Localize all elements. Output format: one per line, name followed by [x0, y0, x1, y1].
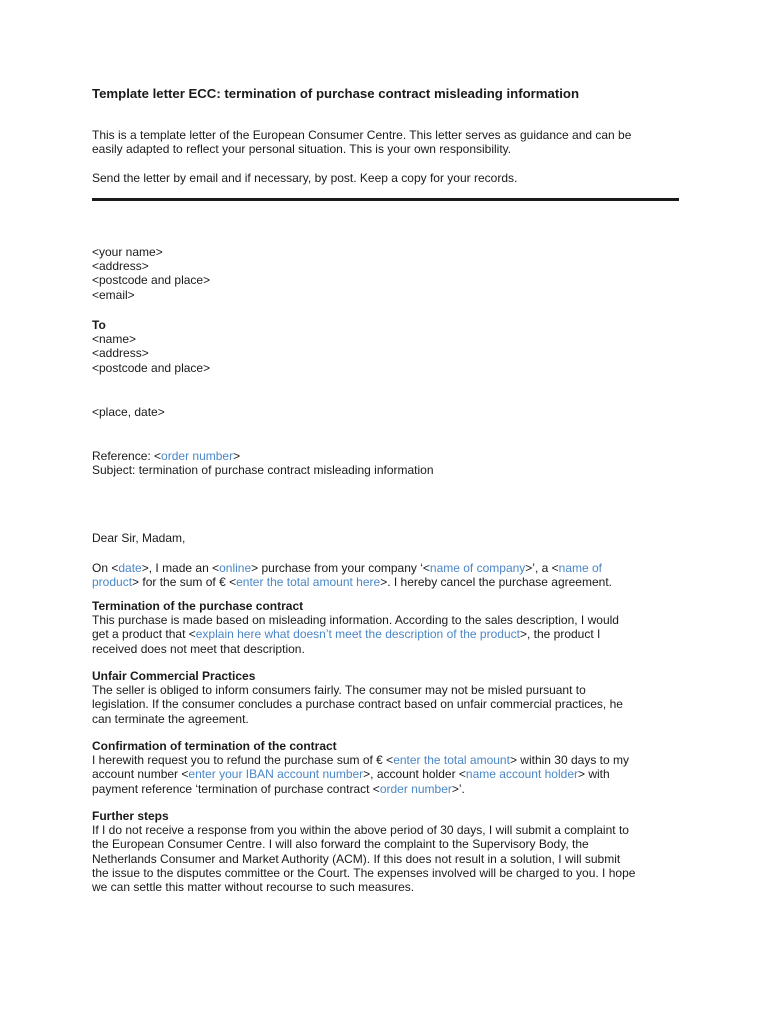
section-heading: Confirmation of termination of the contract	[92, 739, 337, 753]
recipient-block	[92, 318, 692, 375]
section-line: If I do not receive a response from you within the above period of 30 days, I will submit a complaint to	[92, 823, 629, 838]
placeholder-online: online	[219, 561, 252, 575]
section-line	[92, 753, 692, 767]
placeholder-product: product	[92, 575, 133, 590]
section-line: The seller is obliged to inform consumers fairly. The consumer may not be misled pursuant to	[92, 683, 586, 698]
section-line	[92, 627, 692, 641]
section-heading: Further steps	[92, 809, 169, 823]
section-line: legislation. If the consumer concludes a purchase contract based on unfair commercial practices, he	[92, 697, 623, 712]
salutation: Dear Sir, Madam,	[92, 531, 186, 545]
sender-block	[92, 245, 692, 302]
section-further-steps	[92, 809, 692, 894]
text: >, account holder <	[363, 767, 466, 782]
text: >, the product I	[519, 627, 601, 642]
text: >. I hereby cancel the purchase agreement.	[380, 575, 612, 590]
placeholder-date: date	[118, 561, 142, 575]
reference-label: Reference: <	[92, 449, 162, 463]
intro-line: easily adapted to reflect your personal situation. This is your own responsibility.	[92, 142, 512, 157]
section-line	[92, 767, 692, 781]
placeholder-product: name of	[558, 561, 603, 575]
document-title: Template letter ECC: termination of purchase contract misleading information	[92, 86, 580, 101]
section-unfair-practices	[92, 669, 692, 726]
section-line	[92, 782, 692, 796]
placeholder-amount: enter the total amount	[393, 753, 510, 768]
section-line: This purchase is made based on misleading information. According to the sales description, I would	[92, 613, 619, 628]
section-confirmation	[92, 739, 692, 796]
placeholder-iban: enter your IBAN account number	[188, 767, 364, 782]
opening-line	[92, 561, 692, 575]
place-date: <place, date>	[92, 405, 165, 419]
section-termination	[92, 599, 692, 656]
text: account number <	[92, 767, 189, 782]
section-heading: Termination of the purchase contract	[92, 599, 304, 613]
text: > for the sum of € <	[132, 575, 237, 590]
text: > purchase from your company ‘<	[251, 561, 430, 575]
opening-line	[92, 575, 692, 589]
placeholder-order-number: order number	[161, 449, 234, 463]
intro-paragraph	[92, 128, 692, 156]
sender-line: <postcode and place>	[92, 273, 211, 288]
send-instruction: Send the letter by email and if necessary, by post. Keep a copy for your records.	[92, 171, 518, 185]
reference-end: >	[233, 449, 241, 463]
reference-line	[92, 449, 692, 463]
section-line: Netherlands Consumer and Market Authority (ACM). If this does not result in a solution, I will submit	[92, 851, 621, 866]
opening-paragraph	[92, 561, 692, 589]
text: get a product that <	[92, 627, 196, 642]
placeholder-explanation: explain here what doesn’t meet the description of the product	[195, 627, 520, 642]
recipient-line: <postcode and place>	[92, 360, 211, 375]
intro-line: This is a template letter of the European Consumer Centre. This letter serves as guidance and can be	[92, 128, 632, 142]
text: payment reference ‘termination of purchase contract <	[92, 781, 380, 796]
sender-line: <address>	[92, 259, 149, 274]
text: On <	[92, 561, 119, 575]
section-line: received does not meet that description.	[92, 641, 305, 656]
subject-line: Subject: termination of purchase contract misleading information	[92, 463, 434, 478]
text: > with	[578, 767, 610, 782]
reference-block	[92, 449, 692, 477]
text: I herewith request you to refund the purchase sum of € <	[92, 753, 394, 768]
section-line: the issue to the disputes committee or the Court. The expenses involved will be charged to you. I hope	[92, 865, 636, 880]
placeholder-company: name of company	[429, 561, 526, 575]
section-line: can terminate the agreement.	[92, 711, 249, 726]
recipient-line: <name>	[92, 332, 137, 347]
sender-line: <email>	[92, 287, 135, 302]
text: > within 30 days to my	[509, 753, 629, 768]
placeholder-amount: enter the total amount here	[236, 575, 381, 590]
sender-line: <your name>	[92, 245, 163, 259]
text: >, I made an <	[141, 561, 220, 575]
text: >’.	[451, 781, 465, 796]
horizontal-rule	[92, 198, 679, 201]
section-heading: Unfair Commercial Practices	[92, 669, 256, 683]
recipient-line: <address>	[92, 346, 149, 361]
placeholder-account-holder: name account holder	[465, 767, 578, 782]
text: >’, a <	[525, 561, 559, 575]
section-line: the European Consumer Centre. I will also forward the complaint to the Supervisory Body, the	[92, 837, 589, 852]
section-line: we can settle this matter without recourse to such measures.	[92, 880, 415, 895]
placeholder-order-number: order number	[379, 781, 452, 796]
recipient-to-label: To	[92, 318, 106, 332]
